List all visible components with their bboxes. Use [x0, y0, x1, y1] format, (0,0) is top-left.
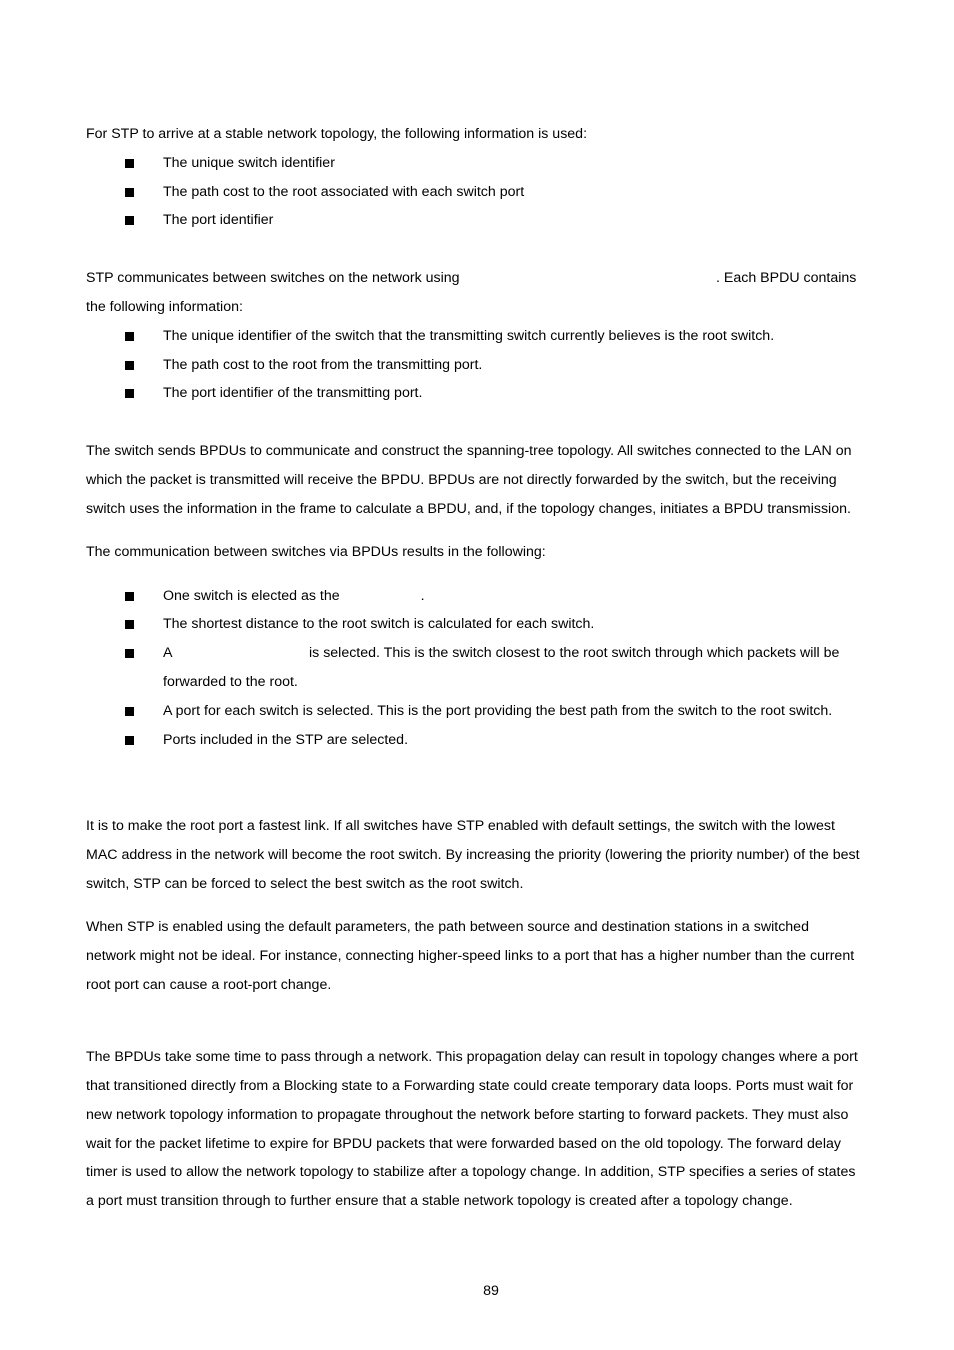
- paragraph-line: The BPDUs take some time to pass through a network. This propagation delay can result in topology changes where a port: [86, 1049, 858, 1065]
- paragraph-communication-intro: The communication between switches via BPDUs results in the following:: [86, 544, 546, 560]
- paragraph-line: that transitioned directly from a Blocking state to a Forwarding state could create temporary data loops. Ports must wait for: [86, 1078, 854, 1094]
- paragraph-line: new network topology information to propagate throughout the network before starting to forward packets. They must also: [86, 1107, 849, 1123]
- list-item: The shortest distance to the root switch is calculated for each switch.: [163, 616, 595, 632]
- paragraph-line: switch uses the information in the frame to calculate a BPDU, and, if the topology changes, initiates a BPDU transmission.: [86, 501, 851, 517]
- paragraph-line: timer is used to allow the network topology to stabilize after a topology change. In addition, STP specifies a series of states: [86, 1164, 856, 1180]
- paragraph-line: The switch sends BPDUs to communicate and construct the spanning-tree topology. All switches connected to the LAN on: [86, 443, 852, 459]
- paragraph-line: a port must transition through to further ensure that a stable network topology is created after a topology change.: [86, 1193, 793, 1209]
- bullet-square: [125, 332, 134, 341]
- list-item: [163, 587, 425, 605]
- bullet-square: [125, 361, 134, 370]
- paragraph-line: network might not be ideal. For instance, connecting higher-speed links to a port that has a higher number than the current: [86, 948, 855, 964]
- paragraph-line: switch, STP can be forced to select the best switch as the root switch.: [86, 876, 524, 892]
- paragraph-bpdu-line1-end: . Each BPDU contains: [716, 270, 857, 286]
- bullet-square: [125, 620, 134, 629]
- bullet-square: [125, 159, 134, 168]
- list-item: The path cost to the root from the transmitting port.: [163, 357, 483, 373]
- bullet-square: [125, 649, 134, 658]
- paragraph-line: wait for the packet lifetime to expire for BPDU packets that were forwarded based on the old topology. The forward delay: [86, 1136, 841, 1152]
- paragraph-line: It is to make the root port a fastest link. If all switches have STP enabled with default settings, the switch with the lowest: [86, 818, 835, 834]
- bullet-square: [125, 188, 134, 197]
- bullet-square: [125, 736, 134, 745]
- paragraph-stp-info-intro: For STP to arrive at a stable network topology, the following information is used:: [86, 126, 588, 142]
- list-item: The path cost to the root associated with each switch port: [163, 184, 525, 200]
- list-item: A port for each switch is selected. This is the port providing the best path from the switch to the root switch.: [163, 703, 833, 719]
- paragraph-bpdu-line1-start: STP communicates between switches on the network using: [86, 270, 460, 286]
- list-item: The port identifier: [163, 212, 274, 228]
- paragraph-bpdu-line2: the following information:: [86, 299, 243, 315]
- list-item: The port identifier of the transmitting port.: [163, 385, 423, 401]
- list-item-start: A: [163, 645, 173, 661]
- paragraph-line: which the packet is transmitted will receive the BPDU. BPDUs are not directly forwarded by the switch, but the receiving: [86, 472, 837, 488]
- list-item-wrap: forwarded to the root.: [163, 674, 298, 690]
- list-item: The unique identifier of the switch that the transmitting switch currently believes is the root switch.: [163, 328, 775, 344]
- list-item: Ports included in the STP are selected.: [163, 732, 409, 748]
- paragraph-line: root port can cause a root-port change.: [86, 977, 332, 993]
- list-item-text: One switch is elected as the: [163, 588, 340, 604]
- page-number: 89: [483, 1283, 499, 1299]
- bullet-square: [125, 216, 134, 225]
- paragraph-line: When STP is enabled using the default parameters, the path between source and destination stations in a switched: [86, 919, 809, 935]
- paragraph-line: MAC address in the network will become the root switch. By increasing the priority (lowering the priority number) of the best: [86, 847, 860, 863]
- list-item-continued: is selected. This is the switch closest to the root switch through which packets will be: [309, 645, 840, 661]
- list-item-text: .: [420, 588, 425, 604]
- list-item: The unique switch identifier: [163, 155, 335, 171]
- bullet-square: [125, 389, 134, 398]
- bullet-square: [125, 707, 134, 716]
- bullet-square: [125, 592, 134, 601]
